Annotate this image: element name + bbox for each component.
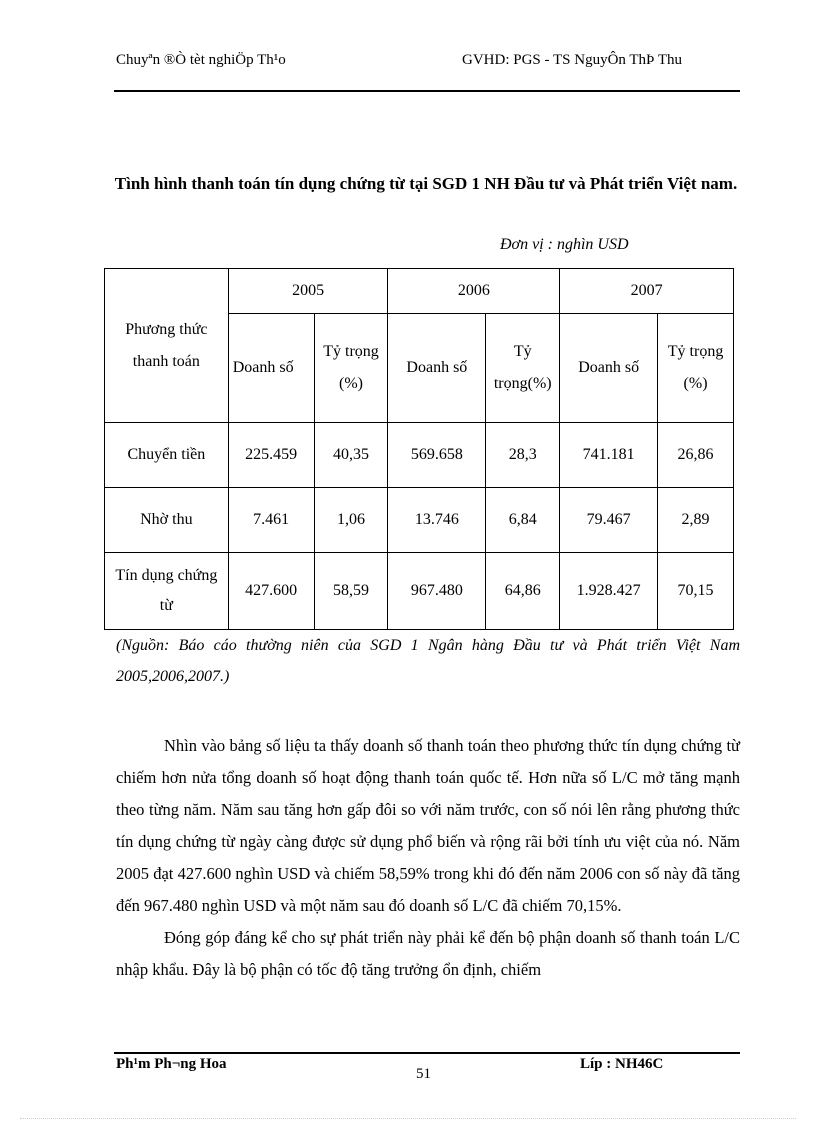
sales-header-2005: Doanh số (228, 314, 314, 423)
value-cell: 1.928.427 (560, 553, 658, 630)
footer-class: Líp : NH46C (580, 1056, 664, 1072)
share-header-2005: Tỷ trọng (%) (314, 314, 388, 423)
footer-author: Ph¹m Ph¬ng Hoa (116, 1056, 227, 1072)
value-cell: 741.181 (560, 423, 658, 488)
share-cell: 58,59 (314, 553, 388, 630)
method-cell: Chuyển tiền (105, 423, 229, 488)
value-cell: 967.480 (388, 553, 486, 630)
share-cell: 70,15 (658, 553, 734, 630)
share-header-2007: Tỷ trọng (%) (658, 314, 734, 423)
table-header-years (105, 269, 734, 314)
share-cell: 6,84 (486, 488, 560, 553)
body-text (116, 730, 740, 986)
header-right-text: GVHD: PGS - TS NguyÔn ThÞ Thu (462, 52, 683, 68)
share-cell: 1,06 (314, 488, 388, 553)
share-cell: 40,35 (314, 423, 388, 488)
page-edge-divider (20, 1118, 796, 1119)
sales-header-2006: Doanh số (388, 314, 486, 423)
footer-divider (114, 1052, 740, 1054)
header-divider (114, 90, 740, 92)
share-cell: 64,86 (486, 553, 560, 630)
value-cell: 427.600 (228, 553, 314, 630)
payment-methods-table (104, 268, 734, 630)
paragraph: Nhìn vào bảng số liệu ta thấy doanh số thanh toán theo phương thức tín dụng chứng từ chiếm hơn nửa tổng doanh số hoạt động thanh toán quốc tế. Hơn nữa số L/C mở tăng mạnh theo từng năm. Năm sau tăng hơn gấp đôi so với năm trước, con số nói lên rằng phương thức tín dụng chứng từ ngày càng được sử dụng phổ biến và rộng rãi bởi tính ưu việt của nó. Năm 2005 đạt 427.600 nghìn USD và chiếm 58,59% trong khi đó đến năm 2006 con số này đã tăng đến 967.480 nghìn USD và một năm sau đó doanh số L/C đã chiếm 70,15%. (116, 736, 740, 915)
unit-note: Đơn vị : nghìn USD (500, 236, 629, 253)
share-cell: 28,3 (486, 423, 560, 488)
year-2005-header: 2005 (228, 269, 388, 314)
method-cell: Tín dụng chứng từ (105, 553, 229, 630)
source-note: (Nguồn: Báo cáo thường niên của SGD 1 Ngân hàng Đầu tư và Phát triển Việt Nam 2005,2006,2007.) (116, 637, 740, 685)
page-number: 51 (416, 1066, 431, 1082)
header-left-text: Chuyªn ®Ò tèt nghiÖp Th¹o (116, 52, 286, 68)
method-cell: Nhờ thu (105, 488, 229, 553)
value-cell: 225.459 (228, 423, 314, 488)
share-cell: 26,86 (658, 423, 734, 488)
row-header-cell: Phương thức thanh toán (105, 269, 229, 423)
sales-header-2007: Doanh số (560, 314, 658, 423)
value-cell: 7.461 (228, 488, 314, 553)
share-header-2006: Tỷ trọng(%) (486, 314, 560, 423)
value-cell: 13.746 (388, 488, 486, 553)
value-cell: 569.658 (388, 423, 486, 488)
share-cell: 2,89 (658, 488, 734, 553)
table-row (105, 488, 734, 553)
table-title: Tình hình thanh toán tín dụng chứng từ tại SGD 1 NH Đầu tư và Phát triển Việt nam. (114, 174, 738, 193)
year-2006-header: 2006 (388, 269, 560, 314)
table-row (105, 423, 734, 488)
year-2007-header: 2007 (560, 269, 734, 314)
table-row (105, 553, 734, 630)
value-cell: 79.467 (560, 488, 658, 553)
paragraph: Đóng góp đáng kể cho sự phát triển này phải kể đến bộ phận doanh số thanh toán L/C nhập khẩu. Đây là bộ phận có tốc độ tăng trưởng ổn định, chiếm (116, 928, 740, 979)
